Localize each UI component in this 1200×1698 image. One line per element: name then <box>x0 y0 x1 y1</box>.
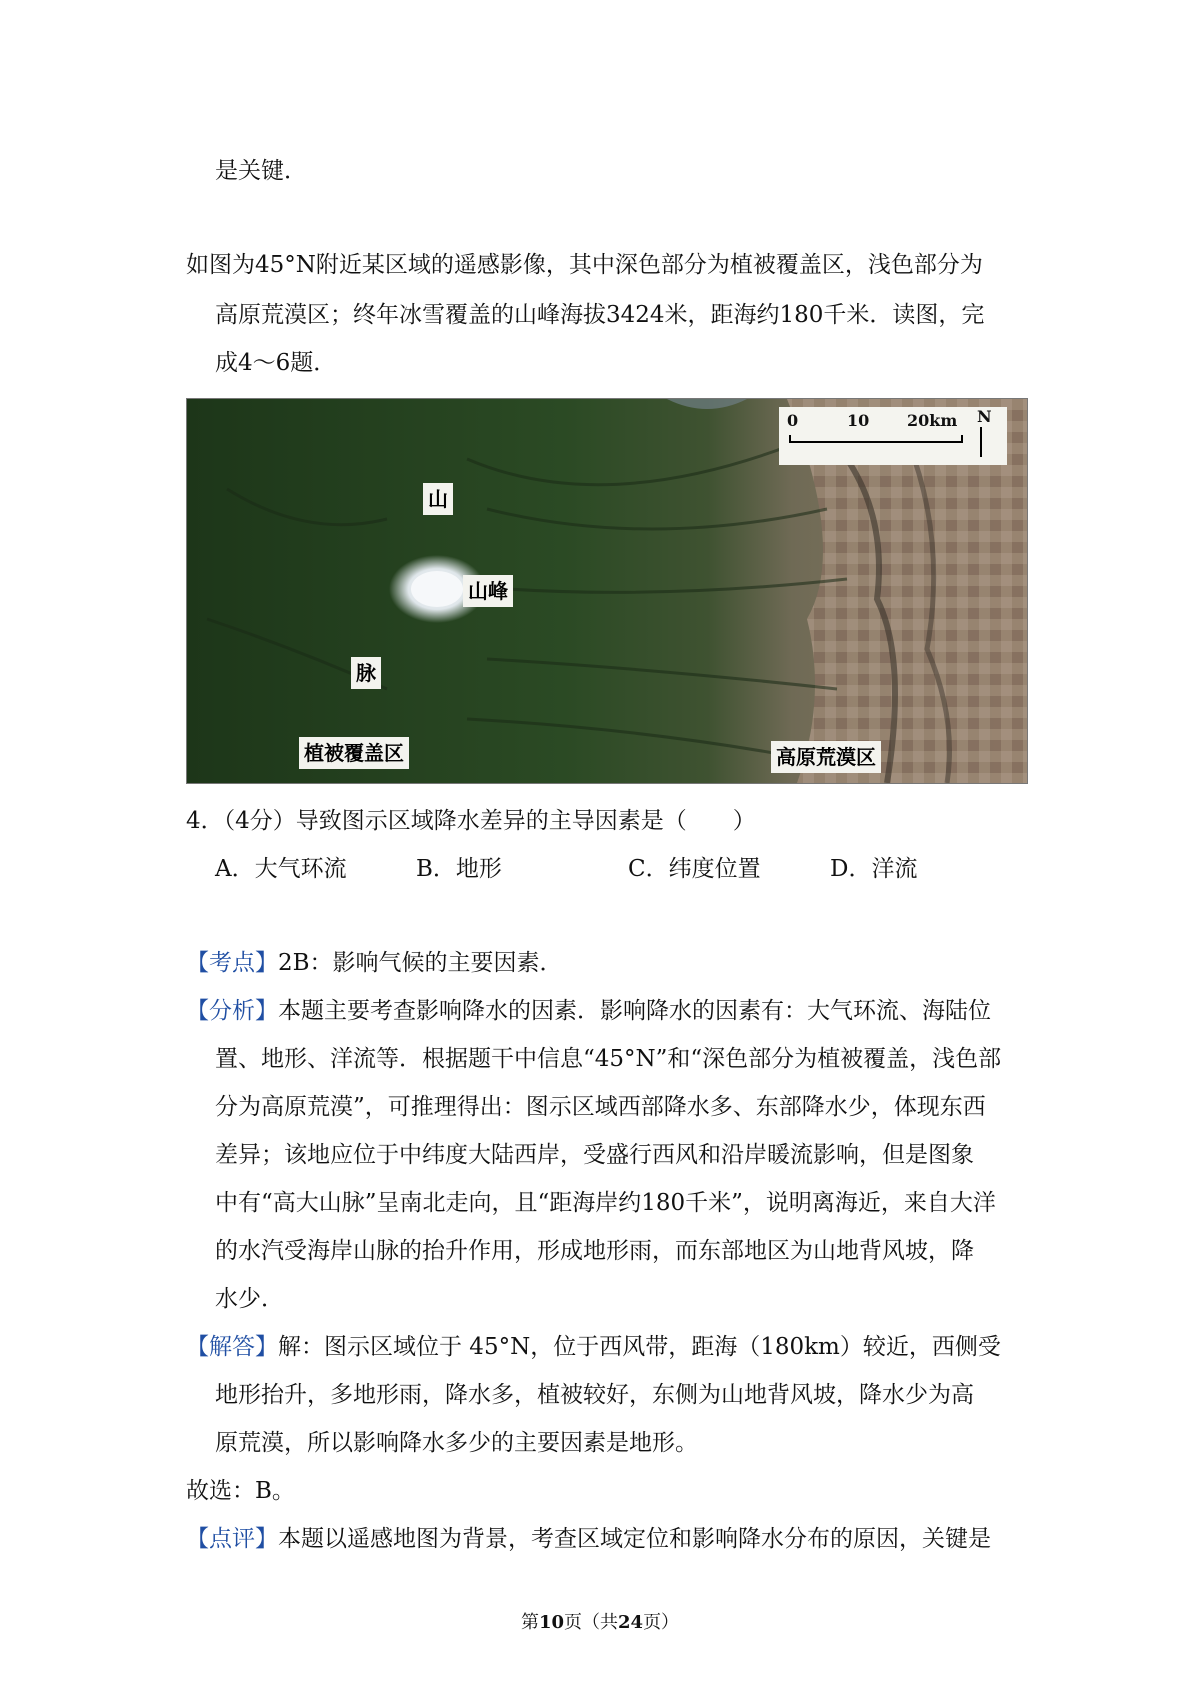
fenxi-tag: 【分析】 <box>186 998 278 1024</box>
option-b: B．地形 <box>416 856 502 882</box>
north-label: N <box>977 407 992 426</box>
answer-text: 故选：B。 <box>186 1478 295 1504</box>
map-label-mai: 脉 <box>351 657 381 689</box>
jieda-line-3: 原荒漠，所以影响降水多少的主要因素是地形。 <box>215 1430 698 1456</box>
kaodian-text: 2B：影响气候的主要因素． <box>278 950 563 976</box>
footer-mid: 页（共 <box>564 1612 618 1633</box>
map-label-shan: 山 <box>423 483 453 515</box>
scale-bar-line <box>789 435 963 443</box>
option-c: C．纬度位置 <box>628 856 761 882</box>
jieda-line-2: 地形抬升，多地形雨，降水多，植被较好，东侧为山地背风坡，降水少为高 <box>215 1382 974 1408</box>
intro-line-3: 成4～6题． <box>215 350 337 376</box>
footer-page-number: 10 <box>538 1612 564 1633</box>
remote-sensing-map <box>186 398 1028 784</box>
footer-suffix: 页） <box>643 1612 680 1633</box>
page-footer <box>0 1611 1200 1635</box>
dianping-tag: 【点评】 <box>186 1526 278 1552</box>
fenxi-line-4: 差异；该地应位于中纬度大陆西岸，受盛行西风和沿岸暖流影响，但是图象 <box>215 1142 974 1168</box>
kaodian-tag: 【考点】 <box>186 950 278 976</box>
fenxi-line-1: 本题主要考查影响降水的因素．影响降水的因素有：大气环流、海陆位 <box>278 998 991 1024</box>
fenxi-line-7: 水少． <box>215 1286 284 1312</box>
intro-line-2: 高原荒漠区；终年冰雪覆盖的山峰海拔3424米，距海约180千米．读图，完 <box>215 302 985 328</box>
scale-bar <box>779 407 1007 465</box>
scale-label-10: 10 <box>847 411 870 430</box>
kaodian-row <box>186 948 563 978</box>
jieda-line-1: 解：图示区域位于 45°N，位于西风带，距海（180km）较近，西侧受 <box>278 1334 1001 1360</box>
map-label-peak: 山峰 <box>463 575 513 607</box>
map-label-vegetation: 植被覆盖区 <box>299 737 409 769</box>
scale-label-0: 0 <box>787 411 799 430</box>
continuation-text: 是关键． <box>215 158 307 184</box>
north-arrow-icon <box>980 427 982 457</box>
fenxi-line-5: 中有“高大山脉”呈南北走向，且“距海岸约180千米”，说明离海近，来自大洋 <box>215 1190 996 1216</box>
dianping-text: 本题以遥感地图为背景，考查区域定位和影响降水分布的原因，关键是 <box>278 1526 991 1552</box>
intro-line-1: 如图为45°N附近某区域的遥感影像，其中深色部分为植被覆盖区，浅色部分为 <box>186 252 983 278</box>
jieda-row <box>186 1332 1001 1362</box>
fenxi-line-3: 分为高原荒漠”，可推理得出：图示区域西部降水多、东部降水少，体现东西 <box>215 1094 986 1120</box>
option-d: D．洋流 <box>830 856 918 882</box>
option-a: A．大气环流 <box>215 856 347 882</box>
question-stem: 4．（4分）导致图示区域降水差异的主导因素是（ ） <box>186 808 756 834</box>
dianping-row <box>186 1524 991 1554</box>
fenxi-row <box>186 996 991 1026</box>
fenxi-line-6: 的水汽受海岸山脉的抬升作用，形成地形雨，而东部地区为山地背风坡，降 <box>215 1238 974 1264</box>
footer-total-pages: 24 <box>618 1612 644 1633</box>
map-label-desert: 高原荒漠区 <box>771 741 881 773</box>
fenxi-line-2: 置、地形、洋流等．根据题干中信息“45°N”和“深色部分为植被覆盖，浅色部 <box>215 1046 1002 1072</box>
scale-label-20: 20km <box>907 411 958 430</box>
footer-prefix: 第 <box>520 1612 539 1633</box>
jieda-tag: 【解答】 <box>186 1334 278 1360</box>
